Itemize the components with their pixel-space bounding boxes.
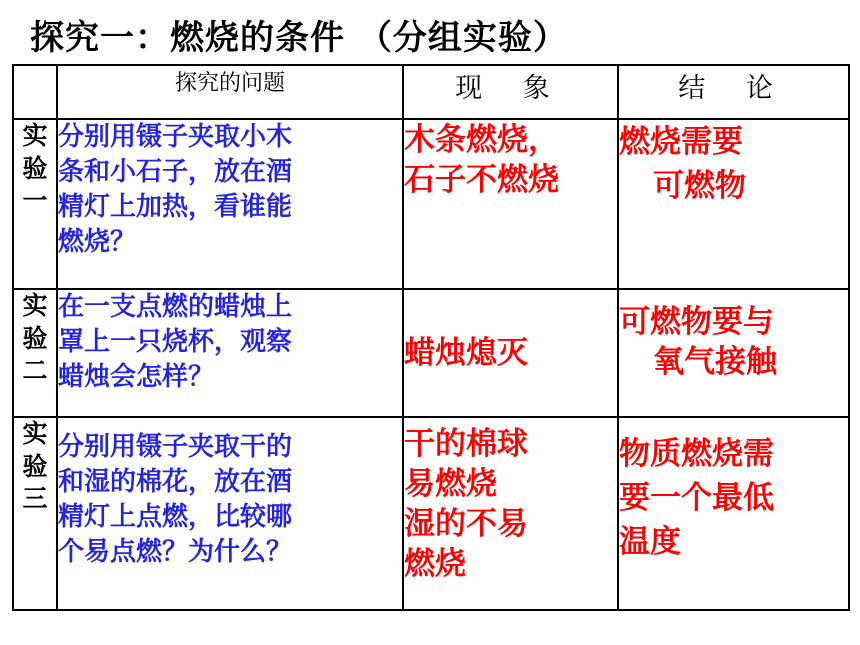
header-phenomenon: 现 象 [403,65,618,119]
header-empty-cell [13,65,57,119]
table-row-experiment-1 [13,119,849,289]
row-label-experiment-2: 实 验 二 [13,289,57,417]
header-row [13,65,849,119]
header-conclusion: 结 论 [618,65,849,119]
conclusion-cell-1: 燃烧需要 可燃物 [618,119,849,289]
question-cell-2: 在一支点燃的蜡烛上 罩上一只烧杯，观察 蜡烛会怎样？ [57,289,403,417]
experiment-table [12,64,850,611]
table-row-experiment-3 [13,417,849,610]
conclusion-cell-2: 可燃物要与 氧气接触 [618,289,849,417]
phenomenon-cell-1: 木条燃烧， 石子不燃烧 [403,119,618,289]
phenomenon-cell-2: 蜡烛熄灭 [403,289,618,417]
phenomenon-cell-3: 干的棉球 易燃烧 湿的不易 燃烧 [403,417,618,610]
row-label-experiment-1: 实 验 一 [13,119,57,289]
header-question: 探究的问题 [57,65,403,119]
question-cell-1: 分别用镊子夹取小木 条和小石子，放在酒 精灯上加热，看谁能 燃烧？ [57,119,403,289]
table-row-experiment-2 [13,289,849,417]
conclusion-cell-3: 物质燃烧需 要一个最低 温度 [618,417,849,610]
row-label-experiment-3: 实 验 三 [13,417,57,610]
page-title: 探究一：燃烧的条件 （分组实验） [30,18,568,58]
question-cell-3: 分别用镊子夹取干的 和湿的棉花，放在酒 精灯上点燃，比较哪 个易点燃？为什么？ [57,417,403,610]
